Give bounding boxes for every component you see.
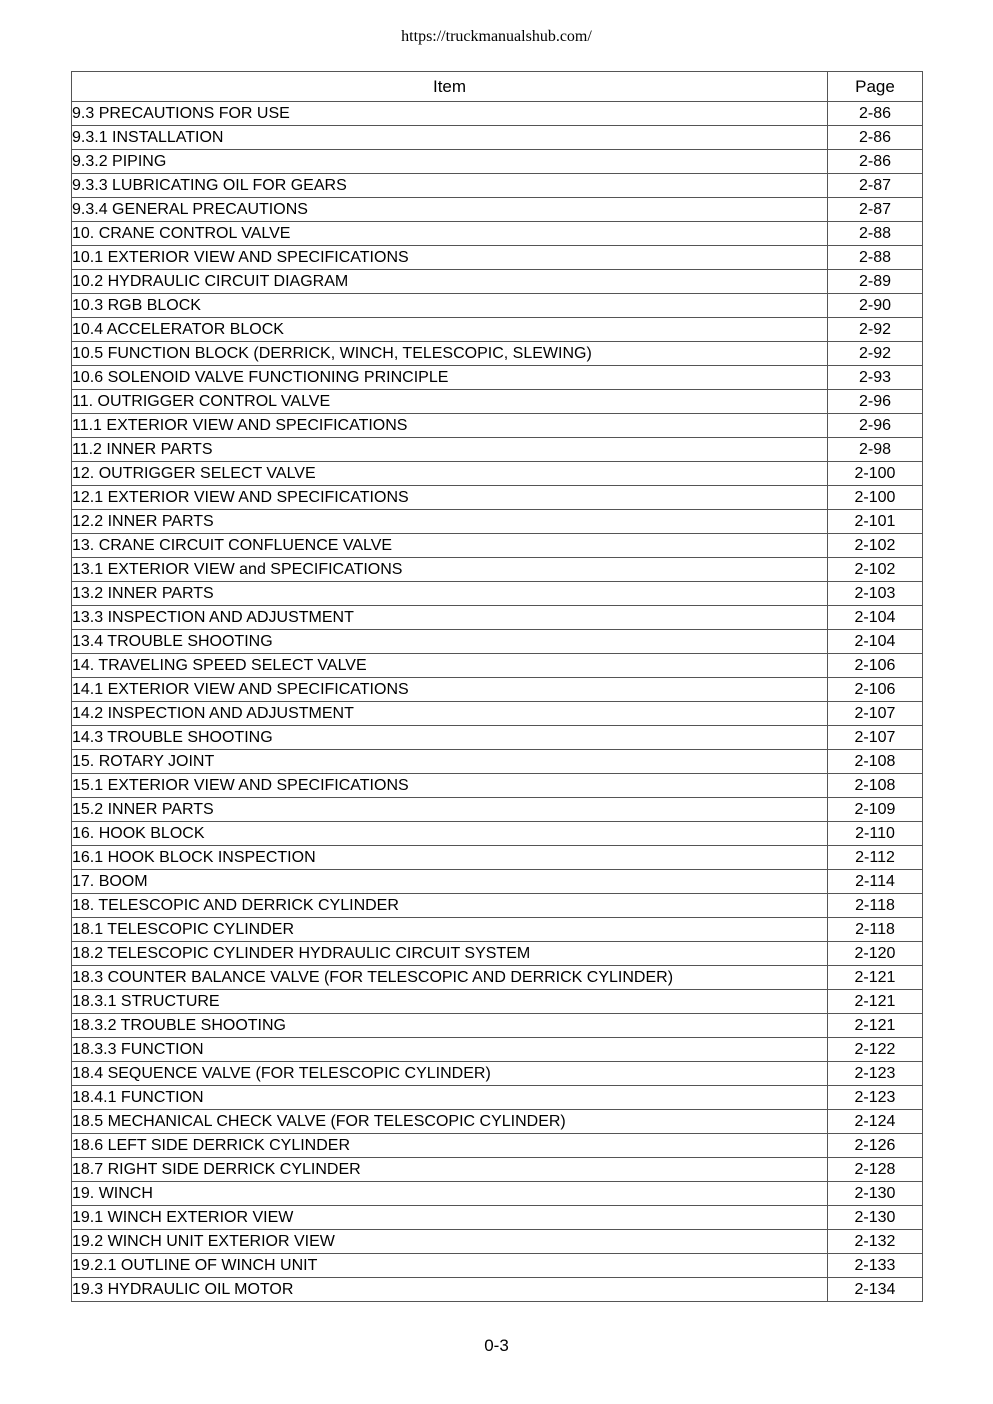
column-header-item: Item xyxy=(72,72,828,102)
toc-page: 2-130 xyxy=(828,1206,923,1230)
table-row xyxy=(72,774,923,798)
toc-page: 2-87 xyxy=(828,174,923,198)
table-row xyxy=(72,174,923,198)
toc-item: 16. HOOK BLOCK xyxy=(72,822,828,846)
toc-page: 2-134 xyxy=(828,1278,923,1302)
toc-item: 18.6 LEFT SIDE DERRICK CYLINDER xyxy=(72,1134,828,1158)
toc-item: 13.4 TROUBLE SHOOTING xyxy=(72,630,828,654)
table-row xyxy=(72,222,923,246)
table-header-row xyxy=(72,72,923,102)
page-number: 0-3 xyxy=(484,1336,509,1355)
table-row xyxy=(72,318,923,342)
toc-page: 2-108 xyxy=(828,750,923,774)
toc-page: 2-86 xyxy=(828,126,923,150)
table-row xyxy=(72,414,923,438)
table-row xyxy=(72,1230,923,1254)
header-url: https://truckmanualshub.com/ xyxy=(401,28,592,45)
table-row xyxy=(72,1062,923,1086)
toc-item: 15.1 EXTERIOR VIEW AND SPECIFICATIONS xyxy=(72,774,828,798)
toc-item: 13.3 INSPECTION AND ADJUSTMENT xyxy=(72,606,828,630)
table-row xyxy=(72,390,923,414)
toc-item: 18.3.3 FUNCTION xyxy=(72,1038,828,1062)
toc-item: 11.2 INNER PARTS xyxy=(72,438,828,462)
toc-item: 19.2 WINCH UNIT EXTERIOR VIEW xyxy=(72,1230,828,1254)
toc-page: 2-122 xyxy=(828,1038,923,1062)
toc-item: 11. OUTRIGGER CONTROL VALVE xyxy=(72,390,828,414)
table-row xyxy=(72,1134,923,1158)
toc-item: 15.2 INNER PARTS xyxy=(72,798,828,822)
toc-page: 2-92 xyxy=(828,342,923,366)
table-row xyxy=(72,342,923,366)
toc-page: 2-121 xyxy=(828,990,923,1014)
table-row xyxy=(72,510,923,534)
table-row xyxy=(72,150,923,174)
table-row xyxy=(72,1158,923,1182)
toc-item: 10.2 HYDRAULIC CIRCUIT DIAGRAM xyxy=(72,270,828,294)
toc-page: 2-104 xyxy=(828,630,923,654)
toc-item: 10.3 RGB BLOCK xyxy=(72,294,828,318)
table-row xyxy=(72,702,923,726)
toc-item: 9.3.4 GENERAL PRECAUTIONS xyxy=(72,198,828,222)
toc-item: 11.1 EXTERIOR VIEW AND SPECIFICATIONS xyxy=(72,414,828,438)
toc-page: 2-108 xyxy=(828,774,923,798)
table-row xyxy=(72,1206,923,1230)
toc-item: 14. TRAVELING SPEED SELECT VALVE xyxy=(72,654,828,678)
toc-page: 2-86 xyxy=(828,102,923,126)
toc-item: 14.2 INSPECTION AND ADJUSTMENT xyxy=(72,702,828,726)
toc-page: 2-92 xyxy=(828,318,923,342)
toc-item: 10.6 SOLENOID VALVE FUNCTIONING PRINCIPLE xyxy=(72,366,828,390)
toc-page: 2-112 xyxy=(828,846,923,870)
toc-page: 2-100 xyxy=(828,462,923,486)
toc-item: 18.2 TELESCOPIC CYLINDER HYDRAULIC CIRCUIT SYSTEM xyxy=(72,942,828,966)
table-row xyxy=(72,678,923,702)
toc-page: 2-96 xyxy=(828,414,923,438)
table-row xyxy=(72,966,923,990)
toc-item: 19.3 HYDRAULIC OIL MOTOR xyxy=(72,1278,828,1302)
toc-item: 9.3 PRECAUTIONS FOR USE xyxy=(72,102,828,126)
table-row xyxy=(72,942,923,966)
table-row xyxy=(72,1014,923,1038)
table-row xyxy=(72,1086,923,1110)
toc-page: 2-132 xyxy=(828,1230,923,1254)
table-row xyxy=(72,606,923,630)
table-row xyxy=(72,438,923,462)
table-row xyxy=(72,1038,923,1062)
toc-page: 2-124 xyxy=(828,1110,923,1134)
toc-page: 2-130 xyxy=(828,1182,923,1206)
toc-page: 2-89 xyxy=(828,270,923,294)
toc-page: 2-118 xyxy=(828,918,923,942)
table-row xyxy=(72,750,923,774)
toc-page: 2-118 xyxy=(828,894,923,918)
toc-page: 2-121 xyxy=(828,1014,923,1038)
toc-page: 2-96 xyxy=(828,390,923,414)
toc-item: 12. OUTRIGGER SELECT VALVE xyxy=(72,462,828,486)
table-row xyxy=(72,654,923,678)
toc-item: 10.4 ACCELERATOR BLOCK xyxy=(72,318,828,342)
toc-page: 2-90 xyxy=(828,294,923,318)
toc-item: 18.5 MECHANICAL CHECK VALVE (FOR TELESCOPIC CYLINDER) xyxy=(72,1110,828,1134)
table-row xyxy=(72,990,923,1014)
toc-item: 13.2 INNER PARTS xyxy=(72,582,828,606)
table-row xyxy=(72,486,923,510)
table-row xyxy=(72,462,923,486)
table-row xyxy=(72,102,923,126)
toc-item: 9.3.2 PIPING xyxy=(72,150,828,174)
toc-item: 17. BOOM xyxy=(72,870,828,894)
table-row xyxy=(72,198,923,222)
table-row xyxy=(72,366,923,390)
toc-item: 18.4.1 FUNCTION xyxy=(72,1086,828,1110)
contents-table xyxy=(71,71,923,1302)
table-row xyxy=(72,822,923,846)
toc-item: 15. ROTARY JOINT xyxy=(72,750,828,774)
toc-page: 2-133 xyxy=(828,1254,923,1278)
table-row xyxy=(72,894,923,918)
toc-page: 2-120 xyxy=(828,942,923,966)
toc-page: 2-88 xyxy=(828,246,923,270)
table-row xyxy=(72,846,923,870)
toc-item: 9.3.3 LUBRICATING OIL FOR GEARS xyxy=(72,174,828,198)
toc-item: 9.3.1 INSTALLATION xyxy=(72,126,828,150)
table-row xyxy=(72,1182,923,1206)
table-row xyxy=(72,270,923,294)
toc-item: 13.1 EXTERIOR VIEW and SPECIFICATIONS xyxy=(72,558,828,582)
toc-page: 2-104 xyxy=(828,606,923,630)
toc-page: 2-100 xyxy=(828,486,923,510)
toc-item: 18.4 SEQUENCE VALVE (FOR TELESCOPIC CYLINDER) xyxy=(72,1062,828,1086)
table-row xyxy=(72,246,923,270)
table-row xyxy=(72,1278,923,1302)
contents-table-body xyxy=(72,102,923,1302)
toc-item: 19. WINCH xyxy=(72,1182,828,1206)
toc-item: 18.1 TELESCOPIC CYLINDER xyxy=(72,918,828,942)
toc-page: 2-86 xyxy=(828,150,923,174)
toc-item: 18.3 COUNTER BALANCE VALVE (FOR TELESCOPIC AND DERRICK CYLINDER) xyxy=(72,966,828,990)
toc-item: 16.1 HOOK BLOCK INSPECTION xyxy=(72,846,828,870)
toc-page: 2-123 xyxy=(828,1062,923,1086)
toc-item: 13. CRANE CIRCUIT CONFLUENCE VALVE xyxy=(72,534,828,558)
toc-item: 12.2 INNER PARTS xyxy=(72,510,828,534)
column-header-page: Page xyxy=(828,72,923,102)
toc-page: 2-107 xyxy=(828,702,923,726)
toc-item: 10.5 FUNCTION BLOCK (DERRICK, WINCH, TELESCOPIC, SLEWING) xyxy=(72,342,828,366)
toc-page: 2-106 xyxy=(828,654,923,678)
table-row xyxy=(72,918,923,942)
toc-item: 18. TELESCOPIC AND DERRICK CYLINDER xyxy=(72,894,828,918)
toc-page: 2-109 xyxy=(828,798,923,822)
toc-item: 18.3.2 TROUBLE SHOOTING xyxy=(72,1014,828,1038)
toc-item: 10. CRANE CONTROL VALVE xyxy=(72,222,828,246)
toc-page: 2-101 xyxy=(828,510,923,534)
toc-page: 2-114 xyxy=(828,870,923,894)
toc-item: 10.1 EXTERIOR VIEW AND SPECIFICATIONS xyxy=(72,246,828,270)
toc-page: 2-88 xyxy=(828,222,923,246)
toc-item: 19.1 WINCH EXTERIOR VIEW xyxy=(72,1206,828,1230)
toc-page: 2-106 xyxy=(828,678,923,702)
toc-page: 2-126 xyxy=(828,1134,923,1158)
toc-page: 2-93 xyxy=(828,366,923,390)
table-row xyxy=(72,126,923,150)
toc-page: 2-107 xyxy=(828,726,923,750)
table-row xyxy=(72,630,923,654)
toc-page: 2-103 xyxy=(828,582,923,606)
table-row xyxy=(72,582,923,606)
toc-item: 18.3.1 STRUCTURE xyxy=(72,990,828,1014)
table-row xyxy=(72,534,923,558)
toc-page: 2-102 xyxy=(828,558,923,582)
table-row xyxy=(72,1110,923,1134)
table-row xyxy=(72,870,923,894)
table-row xyxy=(72,294,923,318)
toc-page: 2-98 xyxy=(828,438,923,462)
toc-item: 18.7 RIGHT SIDE DERRICK CYLINDER xyxy=(72,1158,828,1182)
toc-page: 2-121 xyxy=(828,966,923,990)
toc-item: 14.1 EXTERIOR VIEW AND SPECIFICATIONS xyxy=(72,678,828,702)
toc-item: 12.1 EXTERIOR VIEW AND SPECIFICATIONS xyxy=(72,486,828,510)
toc-page: 2-102 xyxy=(828,534,923,558)
toc-page: 2-128 xyxy=(828,1158,923,1182)
toc-page: 2-110 xyxy=(828,822,923,846)
toc-page: 2-123 xyxy=(828,1086,923,1110)
table-row xyxy=(72,798,923,822)
table-row xyxy=(72,1254,923,1278)
toc-item: 14.3 TROUBLE SHOOTING xyxy=(72,726,828,750)
table-row xyxy=(72,558,923,582)
toc-item: 19.2.1 OUTLINE OF WINCH UNIT xyxy=(72,1254,828,1278)
toc-page: 2-87 xyxy=(828,198,923,222)
table-row xyxy=(72,726,923,750)
